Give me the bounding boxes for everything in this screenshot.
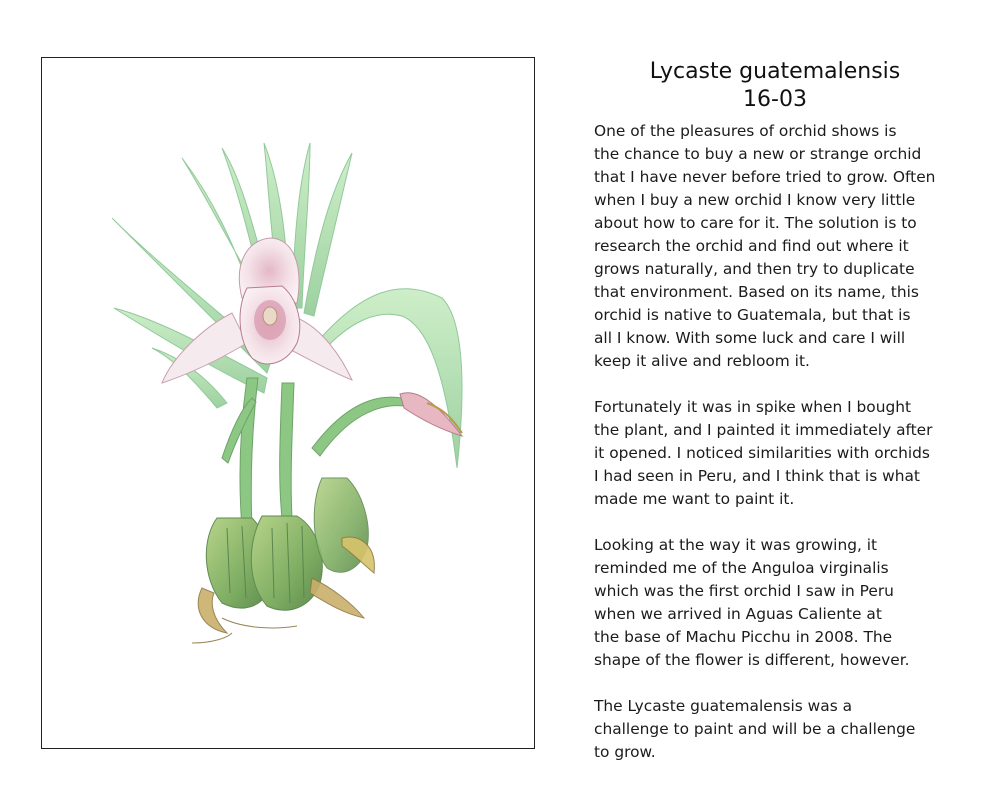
text-line: shape of the flower is different, however. [594,651,910,669]
painting-frame [41,57,535,749]
painting-code: 16-03 [743,87,807,112]
text-line: to grow. [594,743,656,761]
text-line: challenge to paint and will be a challenge [594,720,916,738]
text-line: Looking at the way it was growing, it [594,536,878,554]
flower-stems [222,378,404,528]
text-line: One of the pleasures of orchid shows is [594,122,897,140]
text-line: the chance to buy a new or strange orchid [594,145,922,163]
paragraph-2 [594,396,989,511]
text-line: it opened. I noticed similarities with orchids [594,444,930,462]
text-line: I had seen in Peru, and I think that is what [594,467,920,485]
page-title [560,58,990,114]
paragraph-1 [594,120,989,373]
paragraph-3 [594,534,989,672]
text-line: orchid is native to Guatemala, but that is [594,306,911,324]
text-line: made me want to paint it. [594,490,795,508]
text-line: The Lycaste guatemalensis was a [594,697,853,715]
text-line: that environment. Based on its name, this [594,283,919,301]
article-body [594,120,989,787]
text-line: Fortunately it was in spike when I bought [594,398,912,416]
text-line: reminded me of the Anguloa virginalis [594,559,889,577]
text-line: grows naturally, and then try to duplicate [594,260,915,278]
orchid-name: Lycaste guatemalensis [649,59,901,84]
text-line: which was the first orchid I saw in Peru [594,582,894,600]
text-line: about how to care for it. The solution is to [594,214,917,232]
orchid-watercolor-illustration [42,58,534,748]
text-line: when I buy a new orchid I know very little [594,191,916,209]
text-line: the plant, and I painted it immediately after [594,421,933,439]
paragraph-4 [594,695,989,764]
text-line: when we arrived in Aguas Caliente at [594,605,882,623]
text-line: all I know. With some luck and care I will [594,329,906,347]
text-line: that I have never before tried to grow. Often [594,168,936,186]
text-line: research the orchid and find out where it [594,237,909,255]
text-line: the base of Machu Picchu in 2008. The [594,628,893,646]
text-line: keep it alive and rebloom it. [594,352,810,370]
